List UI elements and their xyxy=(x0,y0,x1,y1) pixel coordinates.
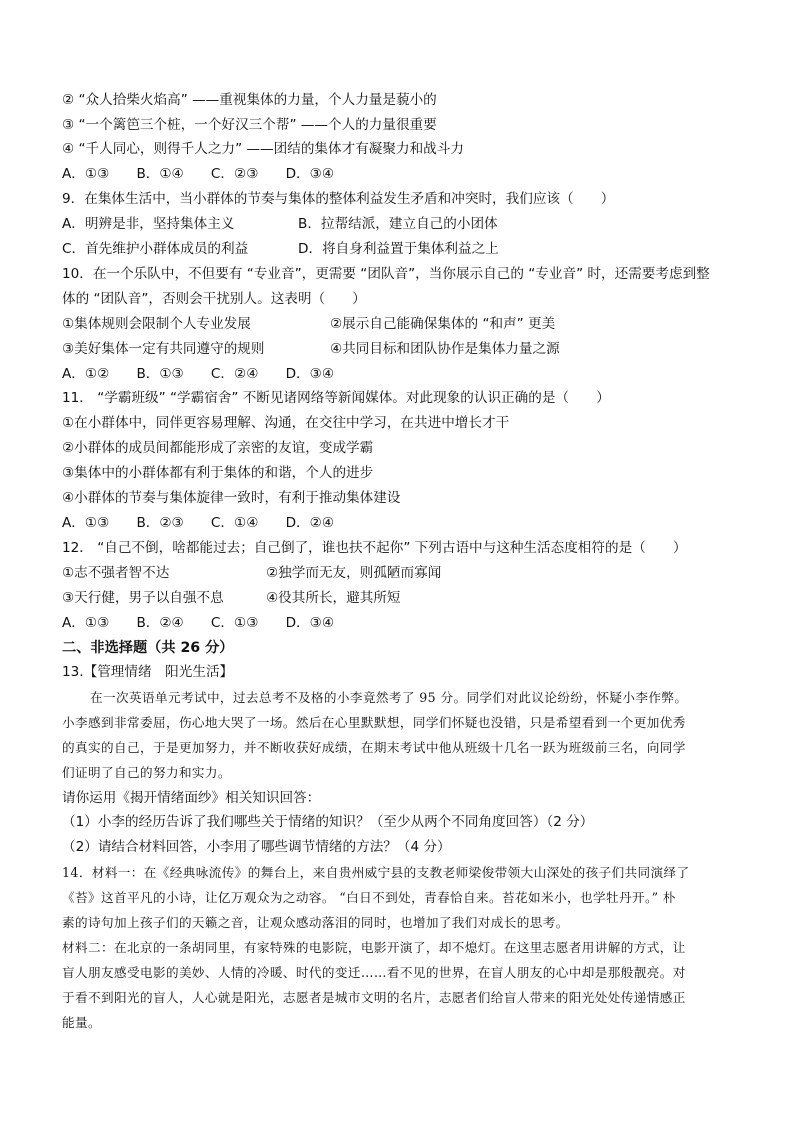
q13-subquestion-2: （2）请结合材料回答，小李用了哪些调节情绪的方法？（4 分） xyxy=(62,839,451,855)
q10-statement-2: ②展示自己能确保集体的 “和声” 更美 xyxy=(330,316,556,332)
q12-statement-4: ④役其所长，避其所短 xyxy=(266,590,401,606)
q9-option-a: A．明辨是非，坚持集体主义 xyxy=(62,216,235,232)
q13-material-line-2: 小李感到非常委屈，伤心地大哭了一场。然后在心里默默想，同学们怀疑也没错，只是希望看到一个更加优秀 xyxy=(62,715,686,730)
q13-material-line-1: 在一次英语单元考试中，过去总考不及格的小李竟然考了 95 分。同学们对此议论纷纷，怀疑小李作弊。 xyxy=(90,690,688,705)
q9-option-b: B．拉帮结派，建立自己的小团体 xyxy=(298,216,498,232)
q13-material-line-4: 们证明了自己的努力和实力。 xyxy=(62,765,231,780)
q14-material-1-line-1: 14．材料一：在《经典咏流传》的舞台上，来自贵州威宁县的支教老师梁俊带领大山深处的孩子们共同演绎了 xyxy=(62,865,690,880)
answer-choices-q10: A．①② B．①③ C．②④ D．③④ xyxy=(62,366,335,382)
q13-subquestion-1: （1）小李的经历告诉了我们哪些关于情绪的知识？（至少从两个不同角度回答）（2 分） xyxy=(62,814,594,830)
question-10: 10．在一个乐队中，不但要有 “专业音”，更需要 “团队音”，当你展示自己的 “专业音” 时，还需要考虑到整 xyxy=(62,266,710,282)
q12-statement-2: ②独学而无友，则孤陋而寡闻 xyxy=(266,565,442,581)
q10-statement-3: ③美好集体一定有共同遵守的规则 xyxy=(62,341,265,357)
q14-material-1-line-2: 《苔》这首平凡的小诗，让亿万观众为之动容。 “白日不到处，青春恰自来。苔花如米小，也学牡丹开。” 朴 xyxy=(62,890,676,905)
question-12: 12． “自己不倒，啥都能过去；自己倒了，谁也扶不起你” 下列古语中与这种生活态度相符的是（ ） xyxy=(62,540,687,556)
q11-statement-2: ②小群体的成员间都能形成了亲密的友谊，变成学霸 xyxy=(62,440,374,456)
option-line-2: ② “众人拾柴火焰高” ——重视集体的力量，个人力量是藐小的 xyxy=(62,92,437,108)
q14-material-2-line-1: 材料二：在北京的一条胡同里，有家特殊的电影院，电影开演了，却不熄灯。在这里志愿者用讲解的方式，让 xyxy=(62,940,686,955)
q14-material-1-line-3: 素的诗句加上孩子们的天籁之音，让观众感动落泪的同时，也增加了我们对成长的思考。 xyxy=(62,915,569,930)
section-heading-non-choice: 二、非选择题（共 26 分） xyxy=(62,640,234,656)
answer-choices-q8: A．①③ B．①④ C．②③ D．③④ xyxy=(62,166,335,182)
answer-choices-q12: A．①③ B．②④ C．①③ D．③④ xyxy=(62,615,335,631)
q12-statement-3: ③天行健，男子以自强不息 xyxy=(62,590,224,606)
q13-material-line-3: 的真实的自己，于是更加努力，并不断收获好成绩，在期末考试中他从班级十几名一跃为班级前三名，向同学 xyxy=(62,740,686,755)
question-11: 11． “学霸班级” “学霸宿舍” 不断见诸网络等新闻媒体。对此现象的认识正确的是（ ） xyxy=(62,390,610,406)
option-line-4: ④ “千人同心，则得千人之力” ——团结的集体才有凝聚力和战斗力 xyxy=(62,141,464,157)
q9-option-c: C．首先维护小群体成员的利益 xyxy=(62,241,249,257)
q10-statement-4: ④共同目标和团队协作是集体力量之源 xyxy=(330,341,560,357)
q14-material-2-line-2: 盲人朋友感受电影的美妙、人情的冷暖、时代的变迁……看不见的世界，在盲人朋友的心中却是那般靓亮。对 xyxy=(62,965,686,980)
q11-statement-4: ④小群体的节奏与集体旋律一致时，有利于推动集体建设 xyxy=(62,490,401,506)
q10-statement-1: ①集体规则会限制个人专业发展 xyxy=(62,316,251,332)
answer-choices-q11: A．①③ B．②③ C．①④ D．②④ xyxy=(62,515,335,531)
question-13-title: 13.【管理情绪 阳光生活】 xyxy=(62,664,234,680)
q12-statement-1: ①志不强者智不达 xyxy=(62,565,170,581)
q13-instruction: 请你运用《揭开情绪面纱》相关知识回答： xyxy=(62,790,321,806)
question-9: 9．在集体生活中，当小群体的节奏与集体的整体利益发生矛盾和冲突时，我们应该（ ） xyxy=(62,191,615,207)
question-10-cont: 体的 “团队音”，否则会干扰别人。这表明（ ） xyxy=(62,291,366,307)
q14-material-2-line-4: 能量。 xyxy=(62,1015,101,1030)
q14-material-2-line-3: 于看不到阳光的盲人，人心就是阳光，志愿者是城市文明的名片，志愿者们给盲人带来的阳光处处传递情感正 xyxy=(62,990,686,1005)
q11-statement-3: ③集体中的小群体都有利于集体的和谐，个人的进步 xyxy=(62,465,374,481)
q9-option-d: D．将自身利益置于集体利益之上 xyxy=(298,241,499,257)
q11-statement-1: ①在小群体中，同伴更容易理解、沟通，在交往中学习，在共进中增长才干 xyxy=(62,415,510,431)
option-line-3: ③ “一个篱笆三个桩，一个好汉三个帮” ——个人的力量很重要 xyxy=(62,117,437,133)
